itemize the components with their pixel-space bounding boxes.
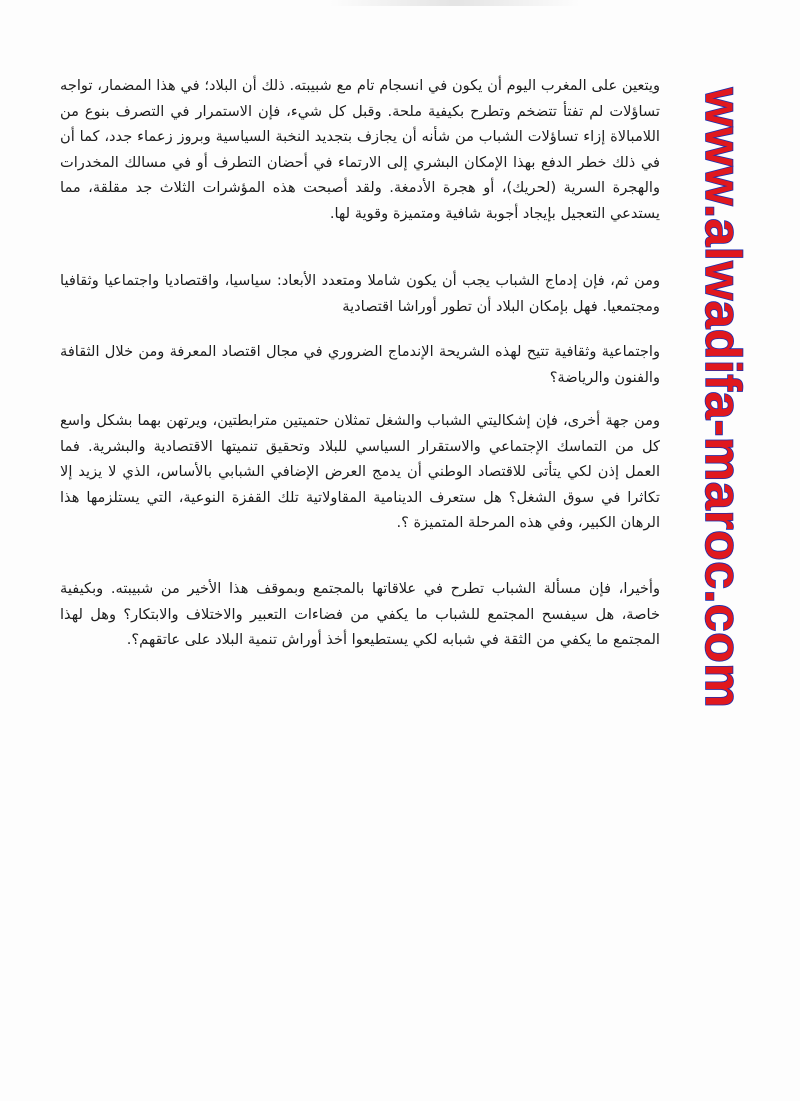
paragraph-society-and-youth: وأخيرا، فإن مسألة الشباب تطرح في علاقاتها بالمجتمع وبموقف هذا الأخير من شبيبته. وبكيفية خاصة، هل سيفسح المجتمع للشباب ما يكفي من فضاءات التعبير والاختلاف والابتكار؟ وهل لهذا المجتمع ما يكفي من الثقة في شبابه لكي يستطيعوا أخذ أوراش تنمية البلاد على عاتقهم؟. — [60, 580, 660, 648]
watermark-text: www.alwadifa-maroc.com — [695, 87, 751, 709]
website-watermark — [694, 87, 752, 709]
paragraph-youth-questions: ويتعين على المغرب اليوم أن يكون في انسجام تام مع شبيبته. ذلك أن البلاد؛ في هذا المضمار، تواجه تساؤلات لم تفتأ تتضخم وتطرح بكيفية ملحة. وقبل كل شيء، فإن الاستمرار في التصرف بنوع من اللامبالاة إزاء تساؤلات الشباب من شأنه أن يجازف بتجديد النخبة السياسية وبروز زعماء جدد، كما أن في ذلك خطر الدفع بهذا الإمكان البشري إلى الارتماء في أحضان التطرف أو في مسالك المخدرات والهجرة السرية (لحريك)، أو هجرة الأدمغة. ولقد أصبحت هذه المؤشرات الثلاث جد مقلقة، مما يستدعي التعجيل بإيجاد أجوبة شافية ومتميزة وقوية لها. — [60, 77, 660, 222]
scan-edge-mark — [330, 0, 580, 6]
paragraph-youth-employment: ومن جهة أخرى، فإن إشكاليتي الشباب والشغل تمثلان حتميتين مترابطتين، ويرتهن بهما بشكل واسع كل من التماسك الإجتماعي والاستقرار السياسي للبلاد وتحقيق تنميتها الاقتصادية والبشرية. فما العمل إذن لكي يتأتى للاقتصاد الوطني أن يدمج العرض الإضافي الشبابي بالأساس، الذي لا يزيد إلا تكاثرا في سوق الشغل؟ هل ستعرف الدينامية المقاولاتية تلك القفزة النوعية، التي يستلزمها هذا الرهان الكبير، وفي هذه المرحلة المتميزة ؟. — [60, 412, 660, 531]
paragraph-knowledge-economy: واجتماعية وثقافية تتيح لهذه الشريحة الإندماج الضروري في مجال اقتصاد المعرفة ومن خلال الثقافة والفنون والرياضة؟ — [60, 343, 660, 386]
paragraph-youth-integration: ومن ثم، فإن إدماج الشباب يجب أن يكون شاملا ومتعدد الأبعاد: سياسيا، واقتصاديا واجتماعيا وثقافيا ومجتمعيا. فهل بإمكان البلاد أن تطور أوراشا اقتصادية — [60, 272, 660, 315]
